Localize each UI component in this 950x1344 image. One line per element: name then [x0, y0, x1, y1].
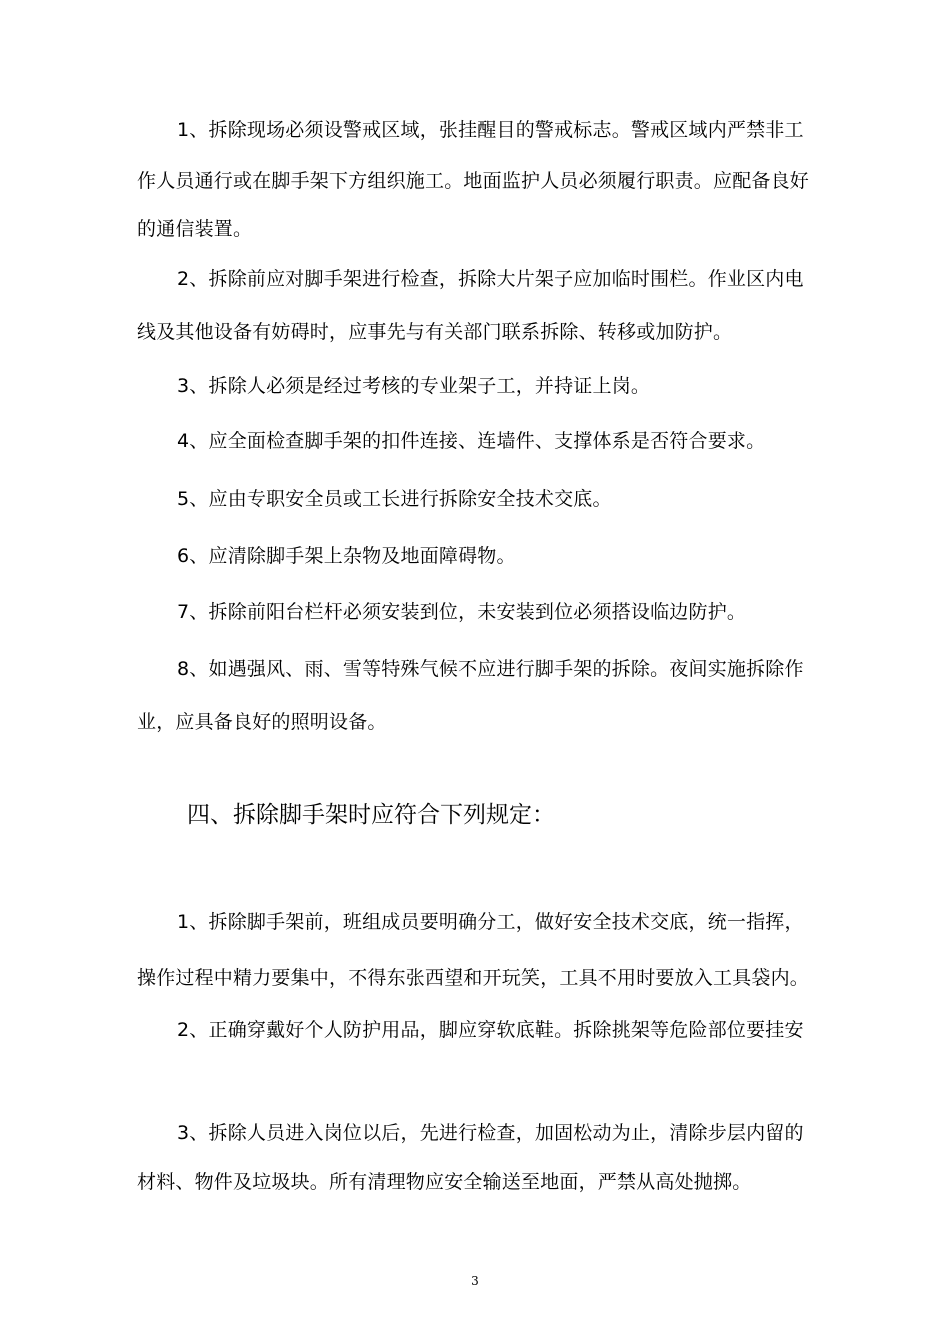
paragraph-a2-line1: 2、拆除前应对脚手架进行检查，拆除大片架子应加临时围栏。作业区内电 — [177, 268, 804, 290]
paragraph-a5: 5、应由专职安全员或工长进行拆除安全技术交底。 — [177, 488, 612, 510]
section-heading: 四、拆除脚手架时应符合下列规定： — [187, 802, 555, 828]
paragraph-a3: 3、拆除人必须是经过考核的专业架子工，并持证上岗。 — [177, 375, 651, 397]
paragraph-b1-line2: 操作过程中精力要集中，不得东张西望和开玩笑，工具不用时要放入工具袋内。 — [137, 967, 810, 989]
paragraph-b2: 2、正确穿戴好个人防护用品，脚应穿软底鞋。拆除挑架等危险部位要挂安 — [177, 1019, 804, 1041]
paragraph-a1-line3: 的通信装置。 — [137, 218, 253, 240]
paragraph-a6: 6、应清除脚手架上杂物及地面障碍物。 — [177, 545, 516, 567]
paragraph-a1-line1: 1、拆除现场必须设警戒区域，张挂醒目的警戒标志。警戒区域内严禁非工 — [177, 119, 804, 141]
paragraph-a8-line2: 业，应具备良好的照明设备。 — [137, 711, 387, 733]
paragraph-b1-line1: 1、拆除脚手架前，班组成员要明确分工，做好安全技术交底，统一指挥， — [177, 911, 804, 933]
paragraph-a1-line2: 作人员通行或在脚手架下方组织施工。地面监护人员必须履行职责。应配备良好 — [137, 170, 810, 192]
paragraph-a7: 7、拆除前阳台栏杆必须安装到位，未安装到位必须搭设临边防护。 — [177, 601, 747, 623]
paragraph-a8-line1: 8、如遇强风、雨、雪等特殊气候不应进行脚手架的拆除。夜间实施拆除作 — [177, 658, 804, 680]
page-number: 3 — [471, 1274, 479, 1288]
paragraph-b3-line2: 材料、物件及垃圾块。所有清理物应安全输送至地面，严禁从高处抛掷。 — [137, 1171, 752, 1193]
paragraph-b3-line1: 3、拆除人员进入岗位以后，先进行检查，加固松动为止，清除步层内留的 — [177, 1122, 804, 1144]
paragraph-a2-line2: 线及其他设备有妨碍时，应事先与有关部门联系拆除、转移或加防护。 — [137, 321, 733, 343]
paragraph-a4: 4、应全面检查脚手架的扣件连接、连墙件、支撑体系是否符合要求。 — [177, 430, 766, 452]
